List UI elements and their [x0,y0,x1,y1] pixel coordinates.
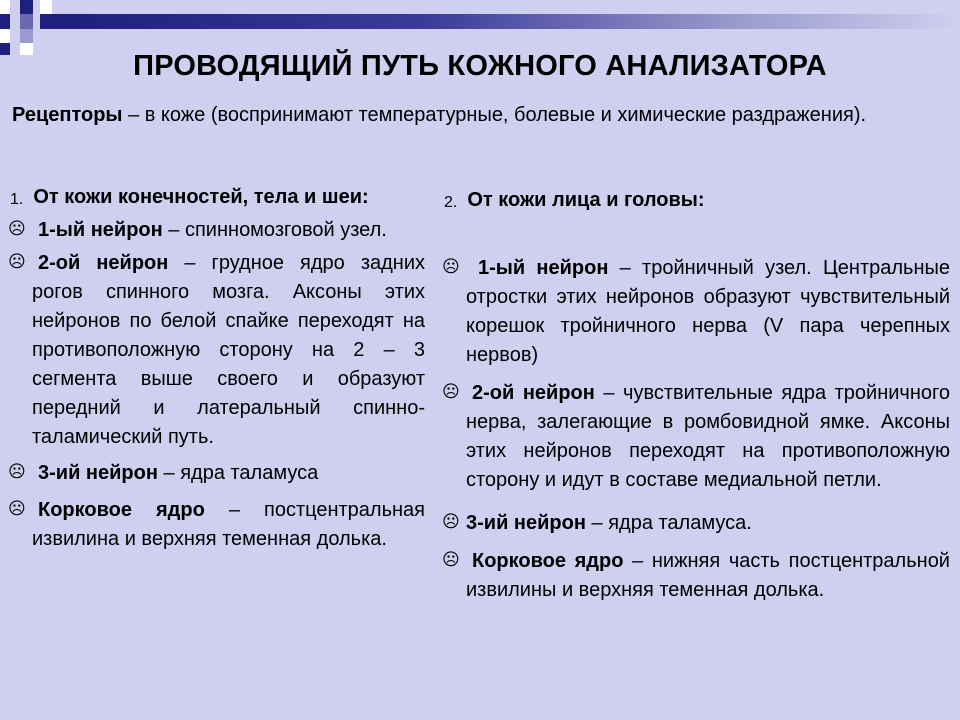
item-text: – чувствительные ядра тройничного нерва, залегающие в ромбовидной ямке. Аксоны этих нейронов переходят на противоположную сторону и идут в составе медиальной петли. [466,382,950,491]
list-item [10,459,425,488]
right-number: 2. [444,194,458,211]
item-term: Корковое ядро [38,499,205,521]
frown-bullet-icon: ☹ [8,499,26,518]
deco-square-mid [20,14,33,29]
frown-bullet-icon: ☹ [8,252,26,271]
item-term: 3-ий нейрон [466,512,586,534]
right-heading-text: От кожи лица и головы: [467,189,705,211]
left-column [10,183,425,554]
item-text: – ядра таламуса [157,462,319,484]
frown-bullet-icon: ☹ [8,219,26,238]
item-term: 2-ой нейрон [38,252,169,274]
frown-bullet-icon: ☹ [442,382,460,401]
intro-paragraph [12,101,948,130]
item-term: Корковое ядро [472,550,624,572]
item-term: 1-ый нейрон [478,257,609,279]
list-item [444,379,950,495]
deco-square-mid [20,29,33,43]
item-text: – тройничный узел. Центральные отростки этих нейронов образуют чувствительный корешок тройничного нерва (V пара черепных нервов) [466,257,950,366]
left-heading [10,183,425,214]
item-term: 2-ой нейрон [472,382,595,404]
item-term: 1-ый нейрон [38,219,163,241]
list-item [444,547,950,605]
header-gradient-bar [66,14,960,29]
slide-title: ПРОВОДЯЩИЙ ПУТЬ КОЖНОГО АНАЛИЗАТОРА [133,50,827,82]
deco-square-white [0,29,10,43]
item-text: – грудное ядро задних рогов спинного мозга. Аксоны этих нейронов по белой спайке переходят на противоположную сторону на 2 – 3 сегмента выше своего и образуют передний и латеральный спинно-таламический путь. [32,252,425,448]
list-item [444,509,950,538]
intro-text: – в коже (воспринимают температурные, болевые и химические раздражения). [122,104,867,126]
frown-bullet-icon: ☹ [442,550,460,569]
list-item [444,254,950,370]
item-text: – нижняя часть постцентральной извилины и верхняя теменная долька. [466,550,950,601]
item-text: – ядра таламуса. [585,512,752,534]
left-number: 1. [10,191,24,208]
list-item [10,496,425,554]
deco-square-dark [20,0,33,14]
right-heading [444,186,950,217]
item-text: – спинномозговой узел. [162,219,387,241]
deco-square-white [0,0,10,14]
item-text: – постцентральная извилина и верхняя теменная долька. [32,499,425,550]
list-item [10,249,425,452]
intro-term: Рецепторы [12,104,123,126]
deco-square-white [40,0,52,14]
list-item [10,216,425,245]
item-term: 3-ий нейрон [38,462,158,484]
frown-bullet-icon: ☹ [442,257,460,276]
deco-square-dark [40,14,66,29]
right-column [444,186,950,605]
frown-bullet-icon: ☹ [442,512,460,531]
left-heading-text: От кожи конечностей, тела и шеи: [33,186,369,208]
deco-square-dark [0,14,10,29]
frown-bullet-icon: ☹ [8,462,26,481]
